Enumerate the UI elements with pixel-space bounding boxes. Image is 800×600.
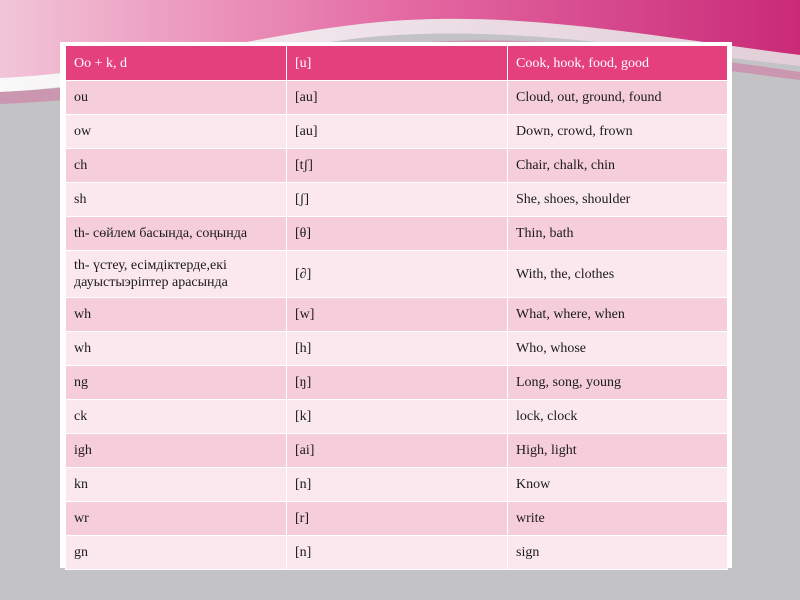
letters-cell: ng (66, 366, 287, 400)
table-row (66, 434, 728, 468)
examples-cell: Long, song, young (508, 366, 728, 400)
letters-cell: kn (66, 468, 287, 502)
examples-cell: sign (508, 536, 728, 570)
examples-cell: Cloud, out, ground, found (508, 81, 728, 115)
table-row (66, 217, 728, 251)
table-row (66, 468, 728, 502)
table-row (66, 400, 728, 434)
examples-cell: lock, clock (508, 400, 728, 434)
table-row (66, 251, 728, 298)
letters-cell: th- үстеу, есімдіктерде,екі дауыстыэріптер арасында (66, 251, 287, 298)
header-cell-sound: [u] (287, 46, 508, 81)
table-row (66, 536, 728, 570)
letters-cell: gn (66, 536, 287, 570)
sound-cell: [n] (287, 536, 508, 570)
table-row (66, 502, 728, 536)
header-cell-letters: Oo + k, d (66, 46, 287, 81)
letters-cell: wh (66, 298, 287, 332)
examples-cell: She, shoes, shoulder (508, 183, 728, 217)
table-header-row (66, 46, 728, 81)
examples-cell: Chair, chalk, chin (508, 149, 728, 183)
examples-cell: Who, whose (508, 332, 728, 366)
letters-cell: ck (66, 400, 287, 434)
table-row (66, 115, 728, 149)
letters-cell: igh (66, 434, 287, 468)
sound-cell: [r] (287, 502, 508, 536)
sound-cell: [tʃ] (287, 149, 508, 183)
letters-cell: ow (66, 115, 287, 149)
sound-cell: [w] (287, 298, 508, 332)
table-row (66, 81, 728, 115)
letters-cell: ch (66, 149, 287, 183)
table-row (66, 366, 728, 400)
sound-cell: [k] (287, 400, 508, 434)
sound-cell: [au] (287, 81, 508, 115)
table-row (66, 332, 728, 366)
sound-cell: [θ] (287, 217, 508, 251)
sound-cell: [h] (287, 332, 508, 366)
letters-cell: ou (66, 81, 287, 115)
letters-cell: wh (66, 332, 287, 366)
sound-cell: [ai] (287, 434, 508, 468)
phonics-table (65, 45, 728, 570)
letters-cell: wr (66, 502, 287, 536)
examples-cell: write (508, 502, 728, 536)
letters-cell: sh (66, 183, 287, 217)
sound-cell: [∂] (287, 251, 508, 298)
sound-cell: [au] (287, 115, 508, 149)
examples-cell: Thin, bath (508, 217, 728, 251)
table-row (66, 183, 728, 217)
examples-cell: Know (508, 468, 728, 502)
examples-cell: What, where, when (508, 298, 728, 332)
examples-cell: Down, crowd, frown (508, 115, 728, 149)
table-row (66, 298, 728, 332)
sound-cell: [ʃ] (287, 183, 508, 217)
letters-cell: th- сөйлем басында, соңында (66, 217, 287, 251)
table-row (66, 149, 728, 183)
examples-cell: With, the, clothes (508, 251, 728, 298)
sound-cell: [n] (287, 468, 508, 502)
header-cell-examples: Cook, hook, food, good (508, 46, 728, 81)
sound-cell: [ŋ] (287, 366, 508, 400)
examples-cell: High, light (508, 434, 728, 468)
